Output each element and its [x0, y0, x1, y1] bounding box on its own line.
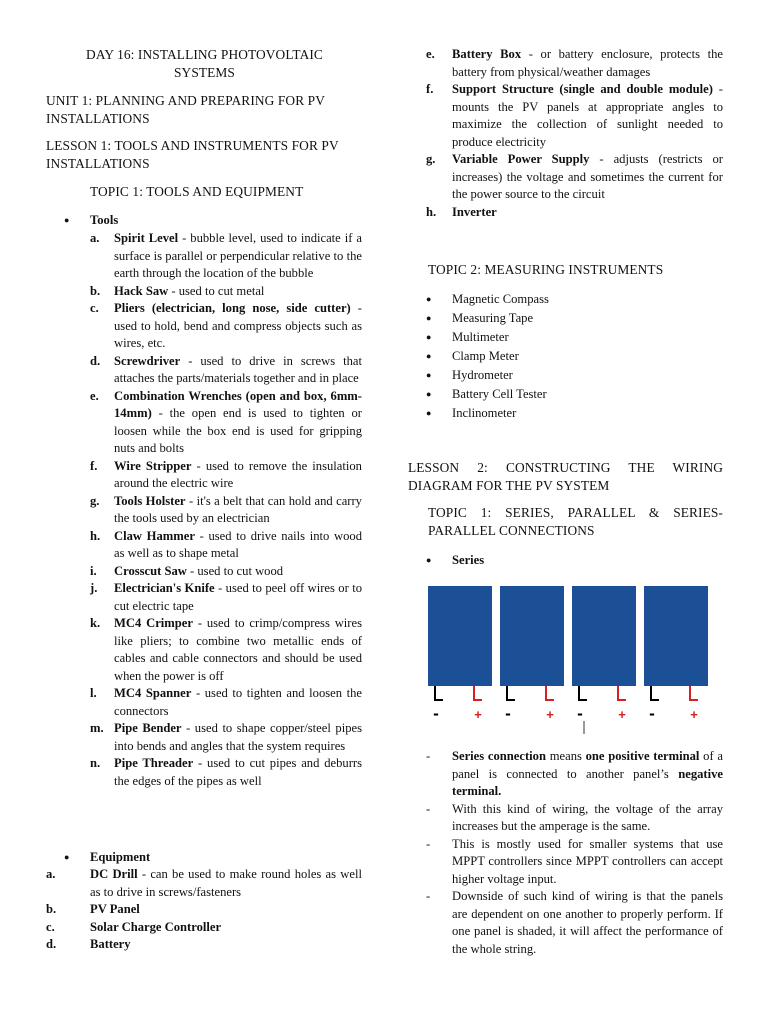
note-1-term-3: negative terminal.	[452, 766, 723, 798]
equipment-item-description: - or battery enclosure, protects the battery from physical/weather damages	[452, 47, 724, 79]
tool-item-label: d.	[90, 353, 101, 368]
tool-item-label: b.	[90, 283, 101, 298]
note-2-text: With this kind of wiring, the voltage of the array increases but the amperage is the same.	[452, 801, 723, 833]
negative-lead	[435, 686, 443, 700]
bullet-icon: ●	[426, 351, 432, 361]
tool-item-description: - used to shape copper/steel pipes into bends and angles that the system requires	[114, 721, 362, 753]
equipment-item-term: Variable Power Supply	[452, 152, 590, 166]
equipment-item	[426, 204, 723, 222]
tool-item-label: i.	[90, 563, 97, 578]
tool-item-term: Electrician's Knife	[114, 581, 215, 595]
tool-item	[90, 353, 362, 388]
instrument-item	[426, 309, 716, 328]
tool-item	[90, 615, 362, 685]
equipment-item-description: - mounts the PV panels at appropriate angles to maximize the collection of sunlight needed to produce electricity	[452, 82, 724, 149]
instrument-name: Battery Cell Tester	[452, 387, 547, 401]
series-bullet	[426, 552, 706, 570]
tool-item-label: g.	[90, 493, 100, 508]
title-line-1: DAY 16: INSTALLING PHOTOVOLTAIC	[86, 47, 323, 62]
tool-item-term: Pliers (electrician, long nose, side cutter)	[114, 301, 351, 315]
tool-item-label: l.	[90, 686, 97, 700]
solar-panel	[572, 586, 636, 686]
instrument-item	[426, 366, 716, 385]
solar-panel	[644, 586, 708, 686]
equipment-item-description: - adjusts (restricts or increases) the voltage and sometimes the current for the power source to the circuit	[452, 152, 723, 201]
negative-lead	[507, 686, 515, 700]
tool-item-label: n.	[90, 756, 101, 770]
equipment-item	[46, 919, 362, 937]
negative-sign: -	[505, 704, 511, 723]
note-1-text-a: means	[545, 749, 586, 763]
equipment-heading: Equipment	[90, 850, 151, 864]
tool-item-term: Hack Saw	[114, 283, 169, 298]
tool-item	[90, 283, 362, 301]
equipment-item-term: Solar Charge Controller	[90, 919, 222, 934]
note-1	[426, 748, 723, 801]
solar-panel	[500, 586, 564, 686]
equipment-list-left	[46, 866, 362, 954]
equipment-item-label: g.	[426, 152, 436, 166]
tool-item-description: - used to drive in screws that attaches the parts/materials together and in place	[114, 353, 362, 385]
tool-item-description: - used to cut wood	[186, 563, 284, 578]
tool-item-term: Claw Hammer	[114, 528, 195, 543]
tool-item-description: - used to remove the insulation around the electric wire	[114, 458, 362, 490]
positive-sign: +	[618, 707, 626, 722]
equipment-item-term: Battery	[90, 937, 131, 951]
topic-1-heading: TOPIC 1: TOOLS AND EQUIPMENT	[90, 184, 304, 199]
bullet-icon: ●	[426, 370, 432, 380]
tool-item	[90, 528, 362, 563]
tool-item-description: - used to cut pipes and deburrs the edges of the pipes as well	[114, 756, 362, 788]
equipment-item-label: a.	[46, 867, 56, 881]
tool-item	[90, 458, 362, 493]
dash-mark: -	[426, 836, 431, 851]
bullet-icon: ●	[64, 852, 70, 862]
equipment-item-term: Battery Box	[452, 47, 522, 61]
negative-lead	[651, 686, 659, 700]
negative-lead	[579, 686, 587, 700]
dash-mark: -	[426, 889, 431, 903]
note-1-term-2: one positive terminal	[585, 749, 700, 763]
tool-item-term: Wire Stripper	[114, 458, 192, 473]
series-heading: Series	[452, 553, 485, 567]
instrument-name: Measuring Tape	[452, 311, 534, 325]
equipment-item-label: f.	[426, 82, 434, 96]
positive-sign: +	[474, 707, 482, 722]
note-4	[426, 888, 723, 958]
tool-item	[90, 563, 362, 581]
tool-item-term: Combination Wrenches (open and box, 6mm-14mm)	[114, 388, 362, 420]
tool-item-description: - bubble level, used to indicate if a surface is parallel or perpendicular relative to the earth through the location of the bubble	[114, 231, 362, 280]
tool-item-description: - it's a belt that can hold and carry the tools used by an electrician	[114, 493, 362, 525]
equipment-item	[426, 46, 723, 81]
tools-heading: Tools	[90, 213, 119, 227]
positive-lead	[618, 686, 626, 700]
tool-item-label: a.	[90, 231, 100, 245]
positive-sign: +	[690, 707, 698, 722]
equipment-item-term: PV Panel	[90, 902, 140, 916]
note-3-text: This is mostly used for smaller systems that use MPPT controllers since MPPT controllers can accept higher voltage input.	[452, 836, 723, 886]
instrument-name: Clamp Meter	[452, 349, 519, 363]
note-1-text-b: of a panel is connected to another panel’s	[452, 749, 723, 781]
bullet-icon: ●	[426, 294, 432, 304]
lesson-1-heading: LESSON 1: TOOLS AND INSTRUMENTS FOR PV INSTALLATIONS	[46, 138, 339, 171]
equipment-item-label: b.	[46, 902, 57, 916]
bullet-icon: ●	[64, 215, 70, 225]
tool-item-term: Spirit Level	[114, 231, 179, 245]
equipment-list-right	[426, 46, 723, 221]
tool-item-description: - used to peel off wires or to cut electric tape	[114, 581, 362, 613]
tool-item	[90, 230, 362, 283]
positive-lead	[474, 686, 482, 700]
tool-item-term: Crosscut Saw	[114, 563, 187, 578]
tool-item-label: h.	[90, 528, 101, 543]
bullet-icon: ●	[426, 555, 432, 565]
positive-lead	[546, 686, 554, 700]
positive-sign: +	[546, 707, 554, 722]
tool-item-term: Pipe Threader	[114, 756, 194, 770]
equipment-item-description: - can be used to make round holes as well as to drive in screws/fasteners	[90, 867, 362, 899]
equipment-item-term: DC Drill	[90, 867, 138, 881]
document-title	[46, 46, 363, 82]
note-3	[426, 836, 723, 889]
tool-item	[90, 755, 362, 790]
equipment-item	[46, 866, 362, 901]
dash-mark: -	[426, 801, 431, 816]
bullet-icon: ●	[426, 332, 432, 342]
bullet-icon: ●	[426, 313, 432, 323]
tool-item-term: Tools Holster	[114, 493, 186, 508]
equipment-item	[426, 151, 723, 204]
tool-item-term: Pipe Bender	[114, 721, 182, 735]
tool-item-label: c.	[90, 301, 99, 315]
topic-2-heading: TOPIC 2: MEASURING INSTRUMENTS	[428, 262, 664, 277]
tool-item-label: e.	[90, 388, 99, 403]
equipment-item	[46, 901, 362, 919]
instrument-item	[426, 290, 716, 309]
tool-item-description: - used to drive nails into wood as well as to shape metal	[114, 528, 362, 560]
tool-item-description: - used to crimp/compress wires like pliers; to combine two metallic ends of cables and cable connectors and should be used when the power is off	[114, 616, 362, 683]
tool-item	[90, 580, 362, 615]
tool-item	[90, 685, 362, 720]
negative-sign: -	[577, 704, 583, 723]
tools-bullet	[64, 212, 364, 230]
equipment-item	[426, 81, 723, 151]
tool-item	[90, 720, 362, 755]
tool-item-label: k.	[90, 616, 101, 630]
instrument-item	[426, 328, 716, 347]
unit-heading: UNIT 1: PLANNING AND PREPARING FOR PV INSTALLATIONS	[46, 93, 325, 126]
title-line-2: SYSTEMS	[174, 64, 235, 80]
tool-item	[90, 388, 362, 458]
note-1-term: Series connection	[452, 749, 546, 763]
series-topic-heading: TOPIC 1: SERIES, PARALLEL & SERIES-PARALLEL CONNECTIONS	[428, 505, 723, 538]
dash-mark: -	[426, 749, 431, 763]
negative-sign: -	[649, 704, 655, 723]
instrument-item	[426, 347, 716, 366]
equipment-item-label: d.	[46, 937, 57, 951]
equipment-item-label: c.	[46, 919, 55, 934]
tool-item-description: - the open end is used to tighten or loosen while the box end is used for gripping nuts and bolts	[114, 406, 362, 455]
tool-item-label: f.	[90, 458, 98, 473]
equipment-item-term: Inverter	[452, 204, 497, 219]
instrument-name: Hydrometer	[452, 368, 513, 382]
lesson-2-heading: LESSON 2: CONSTRUCTING THE WIRING DIAGRAM FOR THE PV SYSTEM	[408, 460, 723, 493]
equipment-item-term: Support Structure (single and double module)	[452, 82, 713, 96]
instrument-item	[426, 404, 716, 423]
tool-item-term: Screwdriver	[114, 353, 181, 368]
note-2	[426, 801, 723, 836]
tool-item-term: MC4 Crimper	[114, 616, 193, 630]
series-diagram	[422, 580, 722, 740]
solar-panel	[428, 586, 492, 686]
tool-item-term: MC4 Spanner	[114, 686, 192, 700]
tool-item-label: m.	[90, 721, 104, 735]
series-notes	[426, 748, 723, 958]
bullet-icon: ●	[426, 389, 432, 399]
tool-item-description: - used to cut metal	[168, 283, 265, 298]
tool-item-description: - used to tighten and loosen the connectors	[114, 686, 363, 718]
equipment-item-label: h.	[426, 204, 437, 219]
negative-sign: -	[433, 704, 439, 723]
positive-lead	[690, 686, 698, 700]
tool-item-description: - used to hold, bend and compress objects such as wires, etc.	[114, 301, 363, 350]
tools-list	[90, 230, 362, 790]
tool-item	[90, 493, 362, 528]
equipment-item-label: e.	[426, 47, 435, 61]
instrument-item	[426, 385, 716, 404]
equipment-bullet	[64, 849, 364, 867]
bullet-icon: ●	[426, 408, 432, 418]
equipment-item	[46, 936, 362, 954]
instrument-name: Multimeter	[452, 330, 509, 344]
tool-item	[90, 300, 362, 353]
note-4-text: Downside of such kind of wiring is that the panels are dependent on one another to properly perform. If one panel is shaded, it will affect the performance of the whole string.	[452, 889, 723, 956]
instrument-name: Magnetic Compass	[452, 292, 549, 306]
tool-item-label: j.	[90, 581, 98, 595]
instrument-name: Inclinometer	[452, 406, 517, 420]
instrument-list	[426, 290, 716, 423]
